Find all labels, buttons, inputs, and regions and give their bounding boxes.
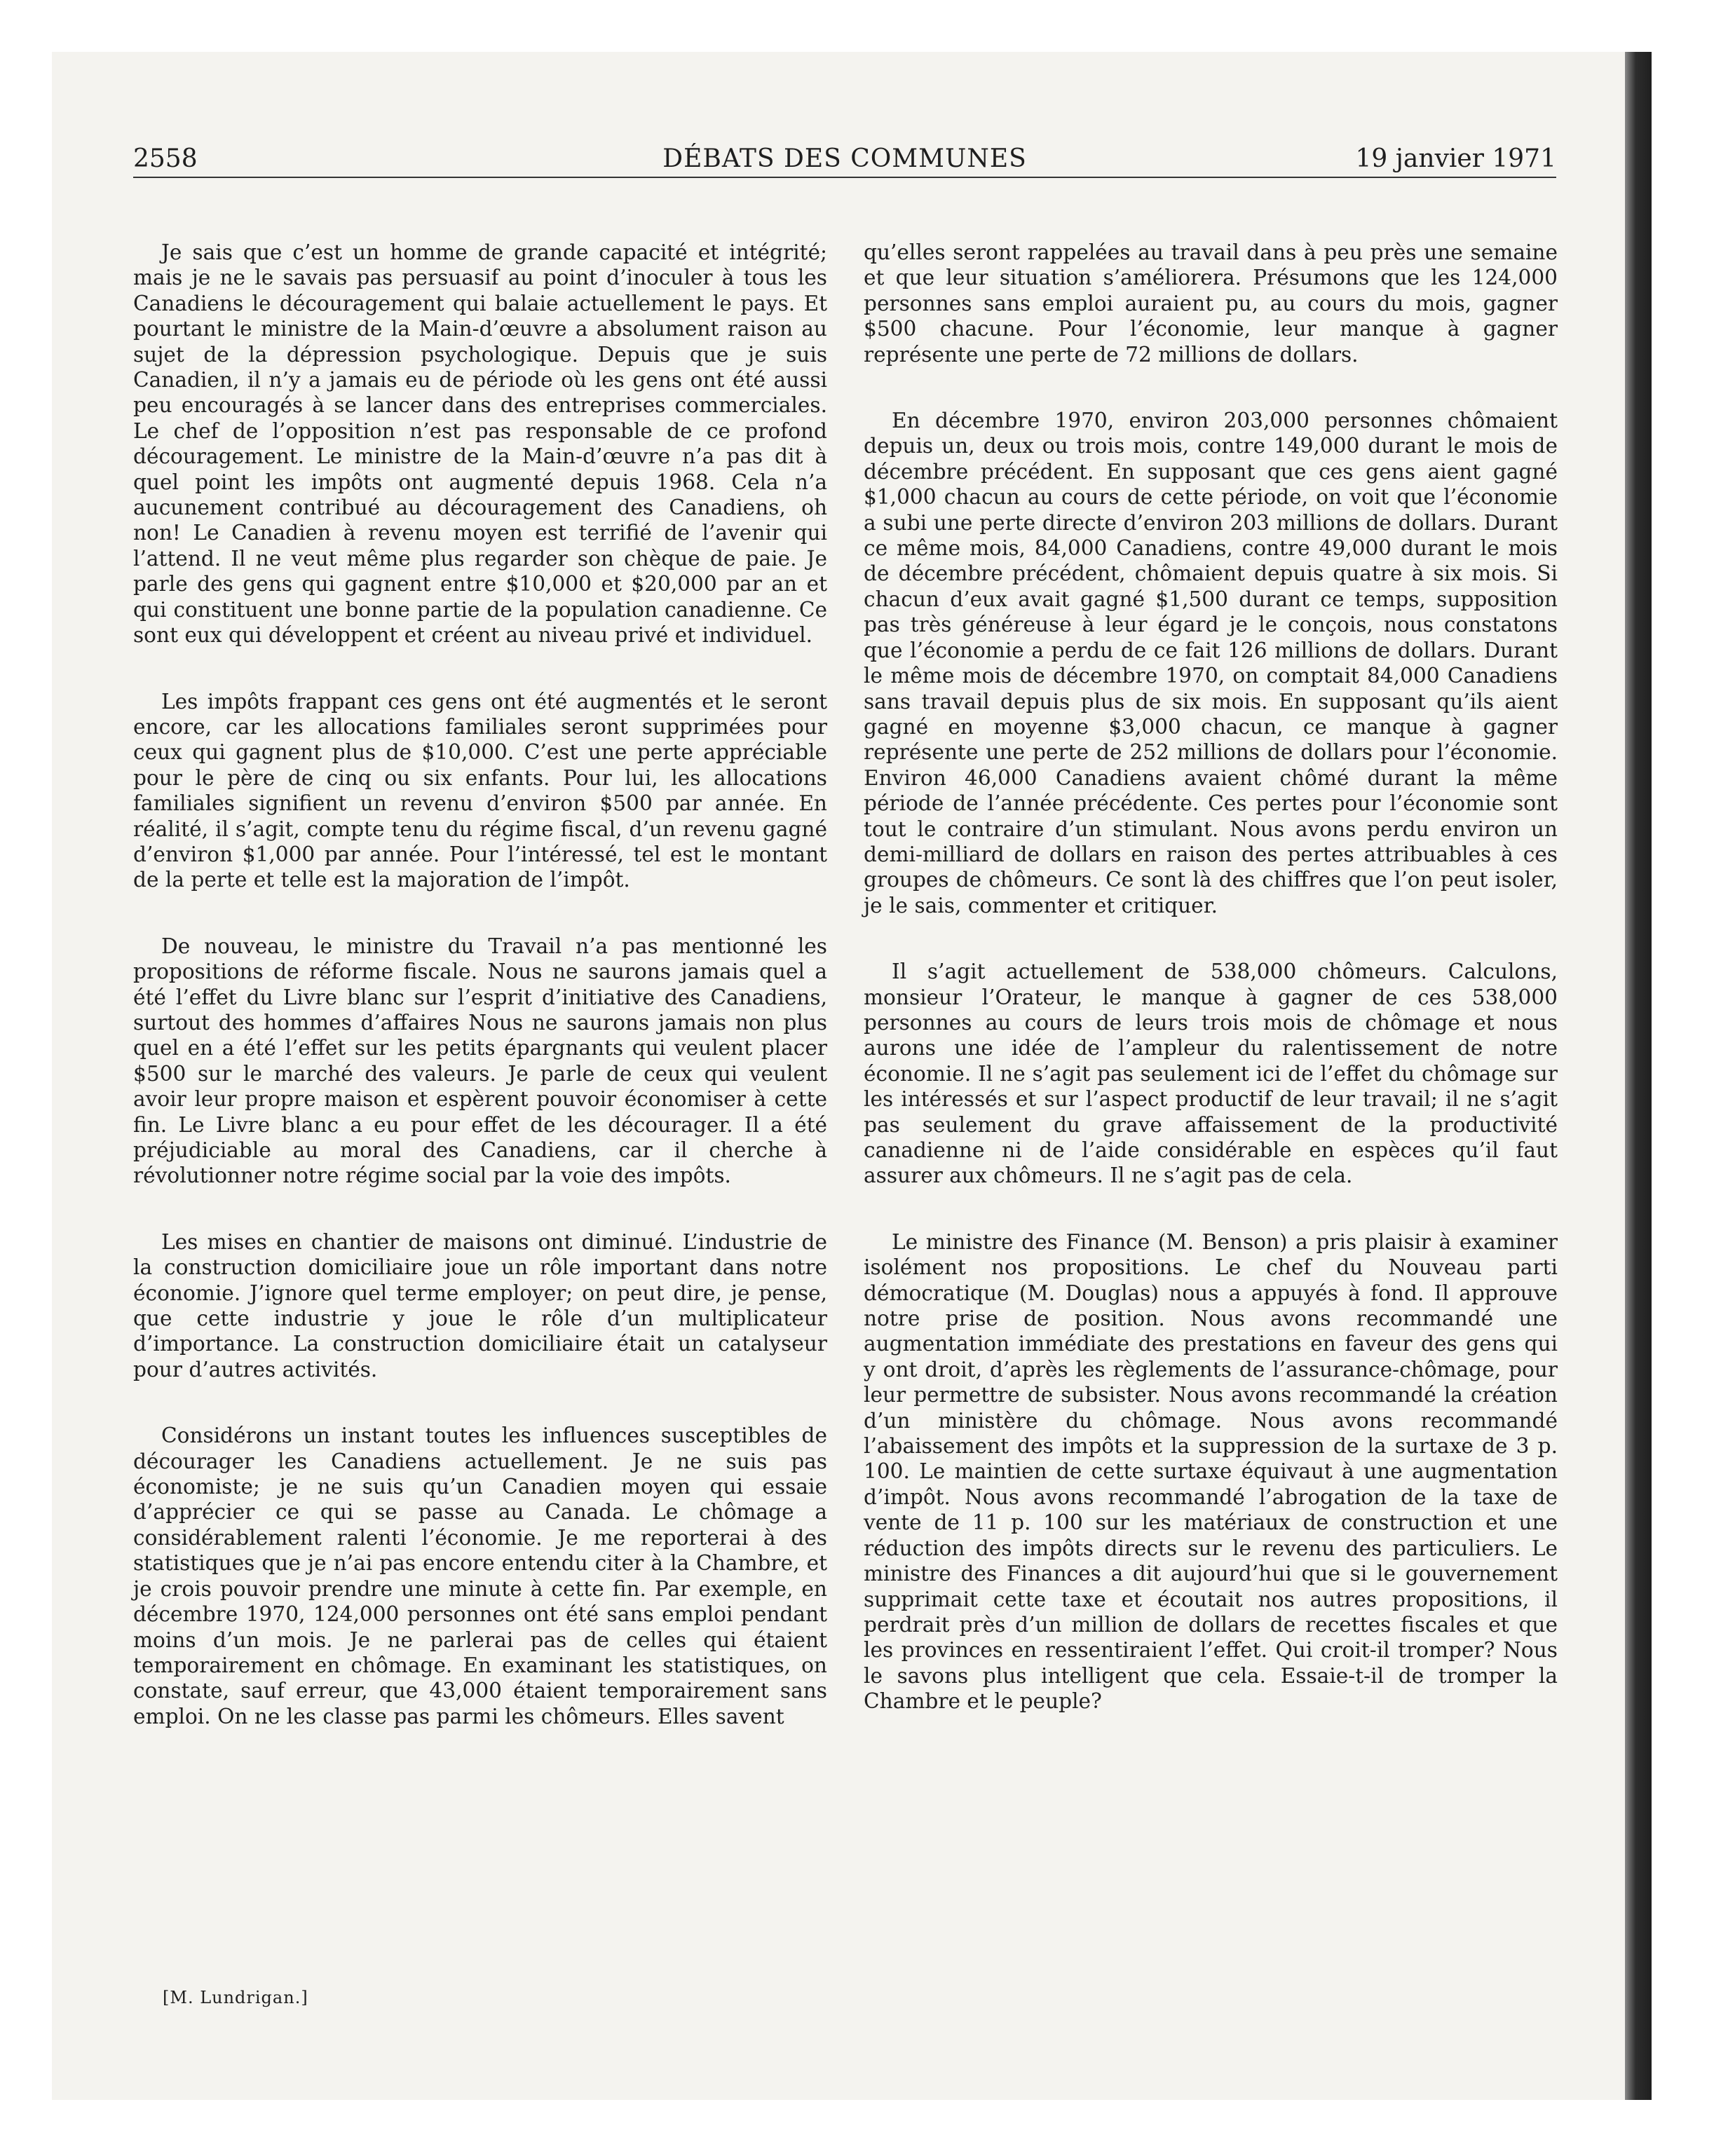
speaker-attribution: [M. Lundrigan.] bbox=[163, 1988, 308, 2007]
page-edge-shadow bbox=[1625, 52, 1652, 2100]
paragraph: Les impôts frappant ces gens ont été augmentés et le seront encore, car les allocations familiales seront supprimées pour ceux qui gagnent plus de $10,000. C’est une perte appréciable pour le père de cinq ou six enfants. Pour lui, les allocations familiales signifient un revenu d’environ $500 par année. En réalité, il s’agit, compte tenu du régime fiscal, d’un revenu gagné d’environ $1,000 par année. Pour l’intéressé, tel est le montant de la perte et telle est la majoration de l’impôt. bbox=[133, 689, 827, 892]
page-header bbox=[133, 144, 1556, 178]
journal-title: DÉBATS DES COMMUNES bbox=[662, 144, 1027, 173]
issue-date: 19 janvier 1971 bbox=[1355, 144, 1556, 173]
paragraph: Il s’agit actuellement de 538,000 chômeurs. Calculons, monsieur l’Orateur, le manque à gagner de ces 538,000 personnes au cours de leurs trois mois de chômage et nous aurons une idée de l’ampleur du ralentissement de notre économie. Il ne s’agit pas seulement ici de l’effet du chômage sur les intéressés et sur l’aspect productif de leur travail; il ne s’agit pas seulement du grave affaissement de la productivité canadienne ni de l’aide considérable en espèces qu’il faut assurer aux chômeurs. Il ne s’agit pas de cela. bbox=[864, 960, 1558, 1188]
right-column bbox=[864, 240, 1558, 1714]
paragraph: De nouveau, le ministre du Travail n’a pas mentionné les propositions de réforme fiscale. Nous ne saurons jamais quel a été l’effet du Livre blanc sur l’esprit d’initiative des Canadiens, surtout des hommes d’affaires Nous ne saurons jamais non plus quel en a été l’effet sur les petits épargnants qui veulent placer $500 sur le marché des valeurs. Je parle de ceux qui veulent avoir leur propre maison et espèrent pouvoir économiser à cette fin. Le Livre blanc a eu pour effet de les décourager. Il a été préjudiciable au moral des Canadiens, car il cherche à révolutionner notre régime social par la voie des impôts. bbox=[133, 934, 827, 1188]
paragraph: qu’elles seront rappelées au travail dans à peu près une semaine et que leur situation s’améliorera. Présumons que les 124,000 personnes sans emploi auraient pu, au cours du mois, gagner $500 chacune. Pour l’économie, leur manque à gagner représente une perte de 72 millions de dollars. bbox=[864, 240, 1558, 367]
header-rule bbox=[133, 177, 1556, 178]
left-column bbox=[133, 240, 827, 1729]
paragraph: Les mises en chantier de maisons ont diminué. L’industrie de la construction domiciliaire joue un rôle important dans notre économie. J’ignore quel terme employer; on peut dire, je pense, que cette industrie y joue le rôle d’un multiplicateur d’importance. La construction domiciliaire était un catalyseur pour d’autres activités. bbox=[133, 1229, 827, 1381]
page-number: 2558 bbox=[133, 144, 198, 173]
paragraph: En décembre 1970, environ 203,000 personnes chômaient depuis un, deux ou trois mois, contre 149,000 durant le mois de décembre précédent. En supposant que ces gens aient gagné $1,000 chacun au cours de cette période, on voit que l’économie a subi une perte directe d’environ 203 millions de dollars. Durant ce même mois, 84,000 Canadiens, contre 49,000 durant le mois de décembre précédent, chômaient depuis quatre à six mois. Si chacun d’eux avait gagné $1,500 durant ce temps, supposition pas très généreuse à leur égard je le conçois, nous constatons que l’économie a perdu de ce fait 126 millions de dollars. Durant le même mois de décembre 1970, on comptait 84,000 Canadiens sans travail depuis plus de six mois. En supposant qu’ils aient gagné en moyenne $3,000 chacun, ce manque à gagner représente une perte de 252 millions de dollars pour l’économie. Environ 46,000 Canadiens avaient chômé durant la même période de l’année précédente. Ces pertes pour l’économie sont tout le contraire d’un stimulant. Nous avons perdu environ un demi-milliard de dollars en raison des pertes attribuables à ces groupes de chômeurs. Ce sont là des chiffres que l’on peut isoler, je le sais, commenter et critiquer. bbox=[864, 409, 1558, 917]
paragraph: Le ministre des Finance (M. Benson) a pris plaisir à examiner isolément nos propositions. Le chef du Nouveau parti démocratique (M. Douglas) nous a appuyés à fond. Il approuve notre prise de position. Nous avons recommandé une augmentation immédiate des prestations en faveur des gens qui y ont droit, d’après les règlements de l’assurance-chômage, pour leur permettre de subsister. Nous avons recommandé la création d’un ministère du chômage. Nous avons recommandé l’abaissement des impôts et la suppression de la surtaxe de 3 p. 100. Le maintien de cette surtaxe équivaut à une augmentation d’impôt. Nous avons recommandé l’abrogation de la taxe de vente de 11 p. 100 sur les matériaux de construction et une réduction des impôts directs sur le revenu des particuliers. Le ministre des Finances a dit aujourd’hui que si le gouvernement supprimait cette taxe et écoutait nos autres propositions, il perdrait près d’un million de dollars de recettes fiscales et que les provinces en ressentiraient l’effet. Qui croit-il tromper? Nous le savons plus intelligent que cela. Essaie-t-il de tromper la Chambre et le peuple? bbox=[864, 1229, 1558, 1714]
paragraph: Considérons un instant toutes les influences susceptibles de décourager les Canadiens actuellement. Je ne suis pas économiste; je ne suis qu’un Canadien moyen qui essaie d’apprécier ce qui se passe au Canada. Le chômage a considérablement ralenti l’économie. Je me reporterai à des statistiques que je n’ai pas encore entendu citer à la Chambre, et je crois pouvoir prendre une minute à cette fin. Par exemple, en décembre 1970, 124,000 personnes ont été sans emploi pendant moins d’un mois. Je ne parlerai pas de celles qui étaient temporairement en chômage. En examinant les statistiques, on constate, sauf erreur, que 43,000 étaient temporairement sans emploi. On ne les classe pas parmi les chômeurs. Elles savent bbox=[133, 1424, 827, 1728]
paragraph: Je sais que c’est un homme de grande capacité et intégrité; mais je ne le savais pas persuasif au point d’inoculer à tous les Canadiens le découragement qui balaie actuellement le pays. Et pourtant le ministre de la Main-d’œuvre a absolument raison au sujet de la dépression psychologique. Depuis que je suis Canadien, il n’y a jamais eu de période où les gens ont été aussi peu encouragés à se lancer dans des entreprises commerciales. Le chef de l’opposition n’est pas responsable de ce profond découragement. Le ministre de la Main-d’œuvre n’a pas dit à quel point les impôts ont augmenté depuis 1968. Cela n’a aucunement contribué au découragement des Canadiens, oh non! Le Canadien à revenu moyen est terrifié de l’avenir qui l’attend. Il ne veut même plus regarder son chèque de paie. Je parle des gens qui gagnent entre $10,000 et $20,000 par an et qui constituent une bonne partie de la population canadienne. Ce sont eux qui développent et créent au niveau privé et individuel. bbox=[133, 240, 827, 648]
